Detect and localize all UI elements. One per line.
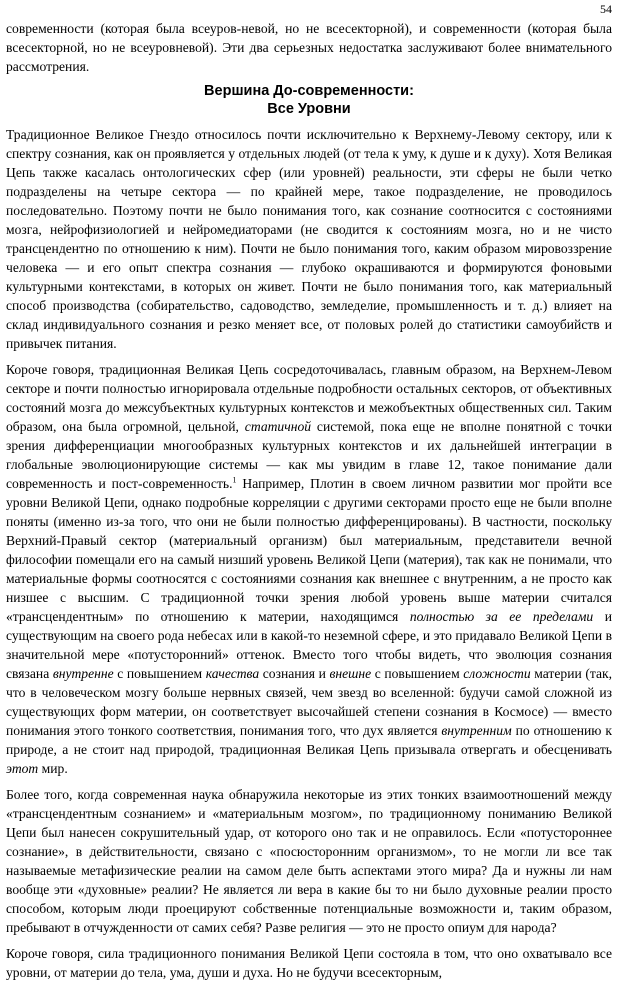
emphasis-this: этот (6, 761, 39, 776)
emphasis-beyond: полностью за ее пределами (409, 609, 594, 624)
paragraph-2-text: по отношению к природе, а не стоит над природой, традиционная Великая Цепь призывала отвергать и обесценивать (6, 723, 612, 757)
page-number: 54 (600, 2, 612, 16)
emphasis-internally: внутренне (52, 666, 114, 681)
intro-paragraph: современности (которая была всеуров-невой, но не всесекторной), и современности (которая была всесекторной, но не всеуровневой). Эти два серьезных недостатка заслуживают более внимательного рассмотрения. (6, 21, 612, 74)
paragraph-2-text: мир. (38, 761, 68, 776)
section-heading-line-1: Вершина До-современности: (204, 83, 414, 99)
paragraph-2-text: с повышением (113, 666, 206, 681)
footnote-marker[interactable]: 1 (232, 475, 237, 485)
emphasis-static: статичной (244, 419, 312, 434)
page-content (6, 19, 612, 982)
paragraph-2 (6, 360, 612, 778)
paragraph-4: Короче говоря, сила традиционного понимания Великой Цепи состояла в том, что оно охватывало все уровни, от материи до тела, ума, души и духа. Но не будучи всесекторным, (6, 946, 612, 980)
emphasis-complexity: сложности (463, 666, 531, 681)
paragraph-2-text: Например, Плотин в своем личном развитии мог пройти все уровни Великой Цепи, однако подробные корреляции с другими секторами просто еще не были вполне поняты (именно из-за того, что они не были полностью дифференцированы). В частности, поскольку Верхний-Правый сектор (материальный организм) был материальным, представители вечной философии помещали его на самый низший уровень Великой Цепи (материя), так как не понимали, что материальные формы соотносятся с состояниями сознания как внешнее с внутренним, а не просто как низшее с высшим. С традиционной точки зрения любой уровень выше материи считался «трансцендентным» по отношению к материи, находящимся (6, 476, 613, 624)
paragraph-2-text: системой, пока еще не вполне понятной с точки зрения дифференциации многообразных культурных контекстов и их дальнейшей интеграции в глобальные эволюционирующие системы — как мы увидим в главе 12, такое понимание дали современность и пост-современность. (6, 419, 612, 491)
paragraph-1: Традиционное Великое Гнездо относилось почти исключительно к Верхнему-Левому сектору, или к спектру сознания, как он проявляется у отдельных людей (от тела к уму, к душе и к духу). Хотя Великая Цепь также касалась онтологических сфер (или уровней) реальности, эти сферы не были четко подразделены на четыре сектора — по крайней мере, такое подразделение, не проводилось последовательно. Поэтому почти не было понимания того, как сознание соотносится с состояниями мозга, нейрофизиологией и нейромедиаторами (не сводится к состояниям мозга, но и не чисто трансцендентно по отношению к ним). Почти не было понимания того, каким образом мировоззрение человека — и его опыт спектра сознания — глубоко окрашиваются и формируются фоновыми культурными контекстами, в которых он живет. Почти не было понимания того, как материальный способ производства (собирательство, садоводство, земледелие, промышленность и т. д.) влияет на склад индивидуального сознания и резко меняет все, от половых ролей до статистики самоубийств и привычек питания. (6, 127, 612, 351)
paragraph-2-text: сознания и (259, 666, 330, 681)
emphasis-quality: качества (205, 666, 260, 681)
paragraph-2-text: с повышением (371, 666, 464, 681)
section-heading (6, 82, 612, 118)
paragraph-3: Более того, когда современная наука обнаружила некоторые из этих тонких взаимоотношений между «трансцендентным сознанием» и «материальным мозгом», по традиционному пониманию Великой Цепи был нанесен сокрушительный удар, от которого оно так и не оправилось. Если «потустороннее сознание», в действительности, связано с «посюсторонним организмом», то не могли ли все так называемые метафизические реалии на самом деле быть аспектами этого мира? Да и нужны ли нам вообще эти «духовные» реалии? Не является ли вера в какие бы то ни было духовные реалии просто способом, которым люди проецируют собственные потенциальные возможности и, таким образом, пребывают в отчужденности от самих себя? Разве религия — это не просто опиум для народа? (6, 787, 612, 935)
emphasis-externally: внешне (329, 666, 372, 681)
paragraph-2-text: материи (так, что в человеческом мозгу больше нервных связей, чем звезд во вселенной: будучи самой сложной из существующих форм материи, он соответствует высочайшей степени сознания в Космосе) — вместо понимания этого тонкого соответствия, понимания того, что дух является (6, 666, 612, 738)
paragraph-2-text: и существующим на своего рода небесах или в какой-то неземной сфере, и это придавало Великой Цепи в значительной мере «потусторонний» оттенок. Вместо того чтобы видеть, что эволюция сознания связана (6, 609, 612, 681)
paragraph-2-text: Короче говоря, традиционная Великая Цепь сосредоточивалась, главным образом, на Верхнем-Левом секторе и почти полностью игнорировала отдельные подробности остальных секторов, от объективных состояний мозга до межсубъектных культурных контекстов и межобъектных общественных сил. Таким образом, она была огромной, цельной, (6, 362, 612, 434)
section-heading-line-2: Все Уровни (267, 101, 351, 117)
emphasis-internal: внутренним (441, 723, 512, 738)
